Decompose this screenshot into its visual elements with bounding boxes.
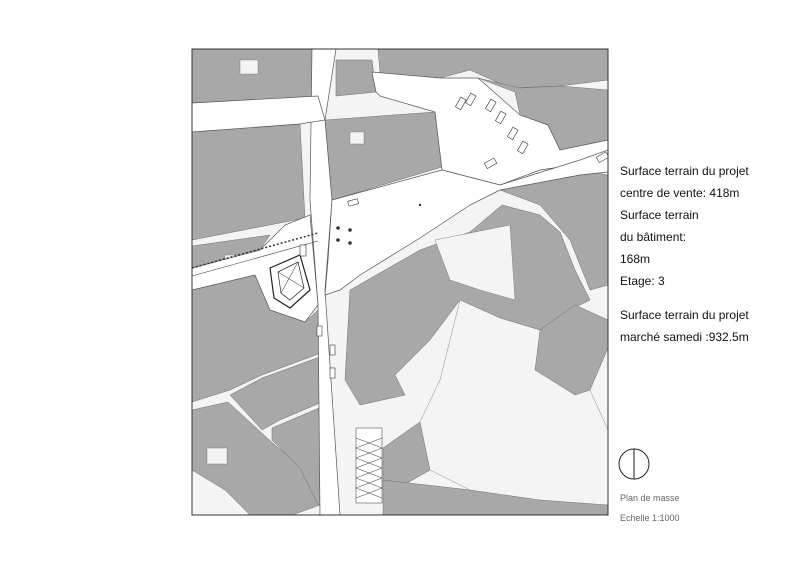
- info-line: Surface terrain: [620, 208, 699, 222]
- info-line: du bâtiment:: [620, 230, 687, 244]
- info-line: Etage: 3: [620, 274, 665, 288]
- tree: [336, 238, 340, 242]
- car: [330, 368, 335, 378]
- info-line: Surface terrain du projet: [620, 308, 749, 322]
- tree: [348, 228, 352, 232]
- market-stalls: [356, 428, 382, 503]
- courtyard: [240, 60, 258, 74]
- courtyard: [350, 132, 364, 144]
- car: [317, 326, 322, 336]
- car: [300, 245, 306, 256]
- building: [192, 49, 318, 103]
- north-arrow-icon: [619, 449, 649, 479]
- map-legend: [620, 488, 680, 528]
- tree: [348, 241, 352, 245]
- courtyard: [207, 448, 227, 464]
- tree: [419, 204, 421, 206]
- tree: [336, 226, 340, 230]
- car: [330, 345, 335, 355]
- info-line: centre de vente: 418m: [620, 186, 740, 200]
- info-line: marché samedi :932.5m: [620, 330, 749, 344]
- info-line: Surface terrain du projet: [620, 164, 749, 178]
- legend-title: Plan de masse: [620, 493, 680, 503]
- info-line: 168m: [620, 252, 651, 266]
- building: [336, 60, 376, 96]
- project-info: [620, 160, 795, 348]
- legend-scale: Echelle 1:1000: [620, 513, 680, 523]
- map-content: [192, 49, 609, 515]
